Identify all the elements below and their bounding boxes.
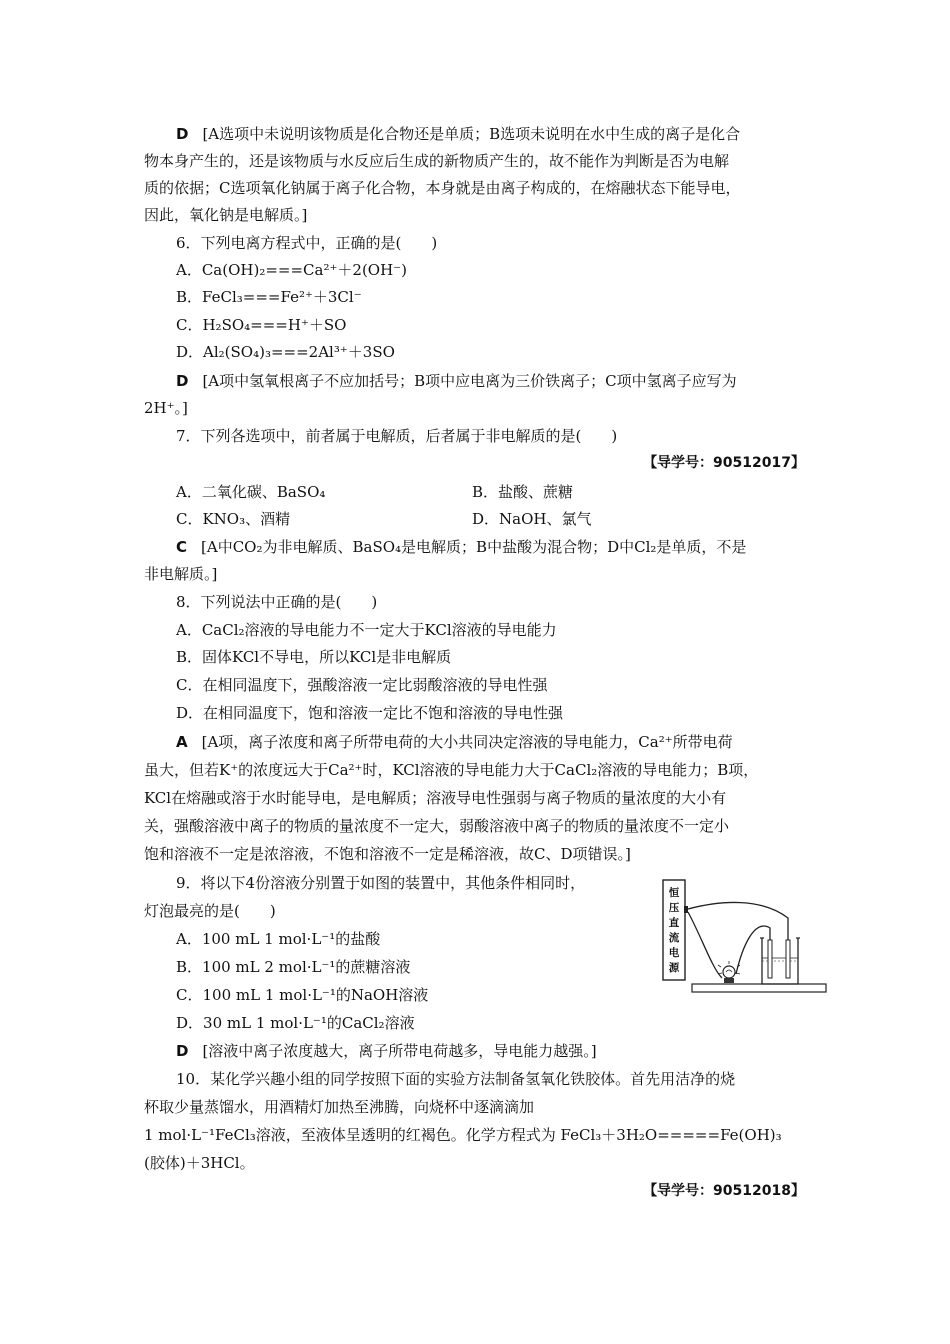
q10-line-2: 杯取少量蒸馏水，用酒精灯加热至沸腾，向烧杯中逐滴滴加 (144, 1098, 535, 1116)
q8-answer-line-2: 虽大，但若K⁺的浓度远大于Ca²⁺时，KCl溶液的导电能力大于CaCl₂溶液的导电能力；B项， (144, 761, 759, 779)
answer-letter: C (176, 538, 188, 556)
power-source-label: 恒压直流电源 (668, 887, 680, 974)
q8-answer-line-5: 饱和溶液不一定是浓溶液，不饱和溶液不一定是稀溶液，故C、D项错误。] (144, 845, 631, 863)
q5-answer-line-2: 物本身产生的，还是该物质与水反应后生成的新物质产生的，故不能作为判断是否为电解 (144, 152, 730, 170)
q10-line-1: 10．某化学兴趣小组的同学按照下面的实验方法制备氢氧化铁胶体。首先用洁净的烧 (176, 1070, 736, 1088)
q5-answer-line-1: D [A选项中未说明该物质是化合物还是单质；B选项未说明在水中生成的离子是化合 (176, 125, 741, 143)
q8-answer-line-1: A [A项，离子浓度和离子所带电荷的大小共同决定溶液的导电能力，Ca²⁺所带电荷 (176, 733, 733, 751)
q6-option-d: D．Al₂(SO₄)₃===2Al³⁺＋3SO (176, 343, 395, 361)
q7-option-c: C．KNO₃、酒精 (176, 510, 291, 528)
q6-stem: 6．下列电离方程式中，正确的是( ) (176, 234, 438, 252)
base-board (692, 984, 826, 992)
q9-answer-line-1: D [溶液中离子浓度越大，离子所带电荷越多，导电能力越强。] (176, 1042, 597, 1060)
q8-option-d: D．在相同温度下，饱和溶液一定比不饱和溶液的导电性强 (176, 704, 564, 722)
q5-answer-line-3: 质的依据；C选项氧化钠属于离子化合物，本身就是由离子构成的，在熔融状态下能导电， (144, 179, 741, 197)
q8-option-c: C．在相同温度下，强酸溶液一定比弱酸溶液的导电性强 (176, 676, 548, 694)
q9-option-a: A．100 mL 1 mol·L⁻¹的盐酸 (176, 930, 381, 948)
q8-option-b: B．固体KCl不导电，所以KCl是非电解质 (176, 648, 452, 666)
q8-answer-line-4: 关，强酸溶液中离子的物质的量浓度不一定大，弱酸溶液中离子的物质的量浓度不一定小 (144, 817, 730, 835)
q5-answer-line-4: 因此，氧化钠是电解质。] (144, 206, 308, 224)
q9-stem-line-2: 灯泡最亮的是( ) (144, 902, 276, 920)
bulb-icon (723, 966, 735, 978)
q6-answer-line-1: D [A项中氢氧根离子不应加括号；B项中应电离为三价铁离子；C项中氢离子应写为 (176, 372, 737, 390)
q7-guide-number: 【导学号：90512017】 (643, 455, 805, 471)
q9-option-c: C．100 mL 1 mol·L⁻¹的NaOH溶液 (176, 986, 429, 1004)
q7-answer-line-2: 非电解质。] (144, 565, 218, 583)
answer-letter: D (176, 125, 189, 143)
q9-option-d: D．30 mL 1 mol·L⁻¹的CaCl₂溶液 (176, 1014, 415, 1032)
q8-stem: 8．下列说法中正确的是( ) (176, 593, 378, 611)
q10-line-3: 1 mol·L⁻¹FeCl₃溶液，至液体呈透明的红褐色。化学方程式为 FeCl₃＋3H₂O=====Fe(OH)₃ (144, 1126, 782, 1144)
q7-option-a: A．二氧化碳、BaSO₄ (176, 483, 326, 501)
q6-option-a: A．Ca(OH)₂===Ca²⁺＋2(OH⁻) (176, 261, 407, 279)
q10-guide-number: 【导学号：90512018】 (643, 1183, 805, 1199)
q6-option-c: C．H₂SO₄===H⁺＋SO (176, 316, 347, 334)
answer-letter: D (176, 1042, 189, 1060)
conductivity-apparatus-figure (662, 878, 830, 1014)
q9-stem-line-1: 9．将以下4份溶液分别置于如图的装置中，其他条件相同时， (176, 874, 586, 892)
answer-letter: D (176, 372, 189, 390)
q6-option-b: B．FeCl₃===Fe²⁺＋3Cl⁻ (176, 288, 362, 306)
q10-line-4: (胶体)＋3HCl。 (144, 1154, 255, 1172)
apparatus-drawing (662, 878, 830, 1014)
q9-option-b: B．100 mL 2 mol·L⁻¹的蔗糖溶液 (176, 958, 411, 976)
q7-option-b: B．盐酸、蔗糖 (472, 483, 574, 501)
q7-option-d: D．NaOH、氯气 (472, 510, 592, 528)
q8-option-a: A．CaCl₂溶液的导电能力不一定大于KCl溶液的导电能力 (176, 621, 557, 639)
answer-letter: A (176, 733, 188, 751)
q8-answer-line-3: KCl在熔融或溶于水时能导电，是电解质；溶液导电性强弱与离子物质的量浓度的大小有 (144, 789, 727, 807)
q7-answer-line-1: C [A中CO₂为非电解质、BaSO₄是电解质；B中盐酸为混合物；D中Cl₂是单质，不是 (176, 538, 747, 556)
q7-stem: 7．下列各选项中，前者属于电解质，后者属于非电解质的是( ) (176, 427, 618, 445)
q6-answer-line-2: 2H⁺。] (144, 399, 188, 417)
